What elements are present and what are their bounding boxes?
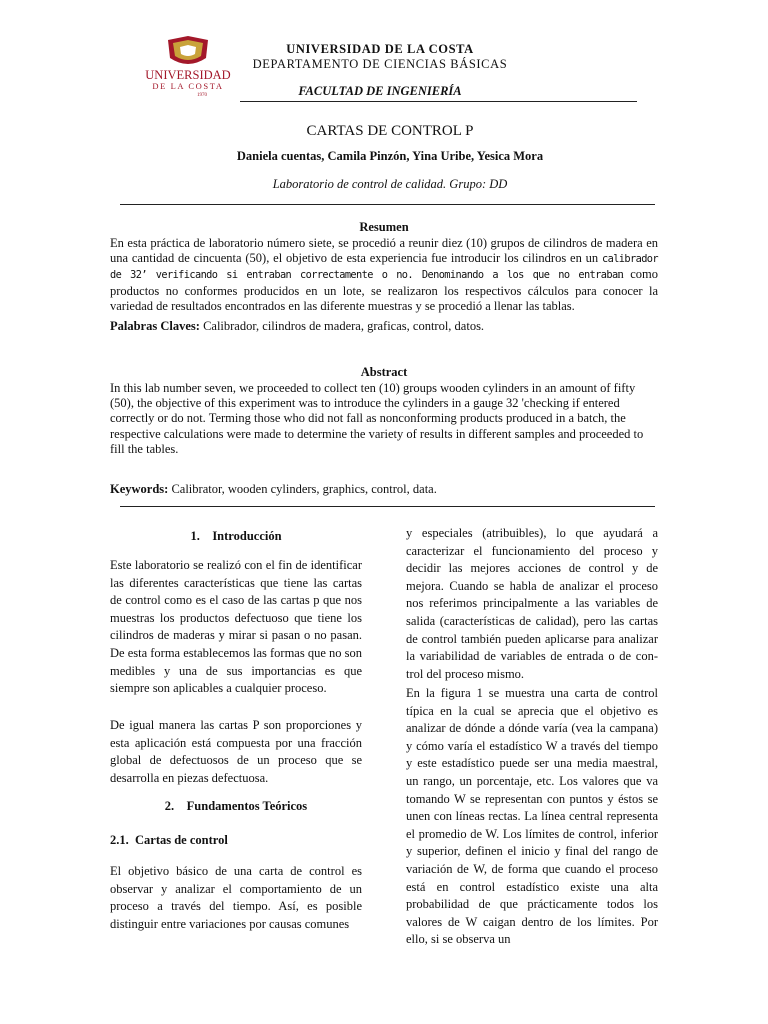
section-2-heading: 2. Fundamentos Teóricos bbox=[164, 799, 308, 813]
svg-text:DE LA COSTA: DE LA COSTA bbox=[152, 81, 224, 91]
university-name: UNIVERSIDAD DE LA COSTA bbox=[286, 42, 474, 56]
handwritten-text: calibrador de 32’ verificando si entraban correctamente o no. Denominando a los que no entraba bbox=[110, 253, 658, 282]
paper-title: CARTAS DE CONTROL P bbox=[306, 123, 474, 139]
abstract-rule bbox=[120, 506, 655, 507]
resumen-heading: Resumen bbox=[359, 220, 409, 234]
abstract-keywords: Keywords: Calibrator, wooden cylinders, graphics, control, data. bbox=[110, 482, 437, 496]
title-rule bbox=[120, 204, 655, 205]
faculty-name: FACULTAD DE INGENIERÍA bbox=[298, 84, 462, 98]
resumen-text: En esta práctica de laboratorio número siete, se procedió a reunir diez (10) grupos de cilindros de madera en una cantidad de cincuenta (50), el objetivo de esta experiencia fue introducir los cilindros en un calibrador de 32’ verificando si entraban correctamente o no. Denominando a los que no entraban como productos no conformes producidos en un lote, se realizaron los respectivos cálculos para conocer la variedad de resultados encontrados en las diferente muestras y se procedió a llenar las tablas. bbox=[110, 236, 658, 313]
palabras-claves: Palabras Claves: Calibrador, cilindros de madera, graficas, control, datos. bbox=[110, 319, 485, 333]
lab-line: Laboratorio de control de calidad. Grupo: DD bbox=[272, 177, 508, 191]
abstract-heading: Abstract bbox=[360, 365, 408, 379]
cartas-paragraph: El objetivo básico de una carta de control es observar y analizar el comportamiento de un proceso a través del tiempo. Así, es posible distinguir entre variaciones por causas comunes bbox=[110, 864, 362, 931]
intro-paragraph-2: De igual manera las cartas P son proporciones y esta aplicación está compuesta por una fracción global de defectuosos de un proceso que se desarrolla en piezas defectuosa. bbox=[110, 718, 362, 785]
header-rule bbox=[240, 101, 637, 102]
subsection-2-1-heading: 2.1. Cartas de control bbox=[110, 833, 228, 847]
abstract-text: In this lab number seven, we proceeded to collect ten (10) groups wooden cylinders in an amount of fifty (50), the objective of this experiment was to introduce the cylinders in a gauge 32 'checking if entered correctly or do not. Terming those who did not fall as nonconforming products produced in a batch, the respective calculations were made to determine the variety of results in different samples and proceeded to fill the tables. bbox=[110, 381, 644, 456]
svg-text:UNIVERSIDAD: UNIVERSIDAD bbox=[145, 68, 231, 82]
university-logo bbox=[140, 36, 235, 98]
svg-text:1970: 1970 bbox=[197, 93, 207, 98]
department-name: DEPARTAMENTO DE CIENCIAS BÁSICAS bbox=[252, 57, 508, 71]
intro-paragraph-1: Este laboratorio se realizó con el fin de identificar las diferentes características que tiene las cartas de control como es el caso de las cartas p que nos muestras los productos defectuoso que tiene los cilindros de maderas y mirar si pasan o no pasan. De esta forma establecemos las formas que no son medibles y una de sus importancias es que siempre son aplicables a cualquier proceso. bbox=[110, 558, 363, 696]
right-paragraph-2: En la figura 1 se muestra una carta de control típica en la cual se aprecia que el objetivo es analizar de dónde a dónde varía (vea la campana) y cómo varía el estadístico W a través del tiempo y este estadístico puede ser una media maestral, un rango, un porcentaje, etc. Los valores que va tomando W se representan con puntos y éstos se unen con líneas rectas. La línea central representa el promedio de W. Los límites de control, inferior y superior, definen el inicio y final del rango de variación de W, de forma que cuando el proceso está en control estadístico existe una alta probabilidad de que prácticamente todos los valores de W caigan dentro de los límites. Por ello, si se observa un bbox=[406, 686, 658, 947]
right-paragraph-1: y especiales (atribuibles), lo que ayudará a caracterizar el funcionamiento del proceso y decidir las mejores acciones de control y de mejora. Cuando se habla de analizar el proceso nos referimos principalmente a las variables de salida (características de calidad), pero las cartas de control también pueden aplicarse para analizar la variabilidad de variables de entrada o de con-trol del proceso mismo. bbox=[406, 526, 658, 681]
section-1-heading: 1. Introducción bbox=[190, 529, 282, 543]
paper-authors: Daniela cuentas, Camila Pinzón, Yina Uribe, Yesica Mora bbox=[236, 149, 544, 163]
